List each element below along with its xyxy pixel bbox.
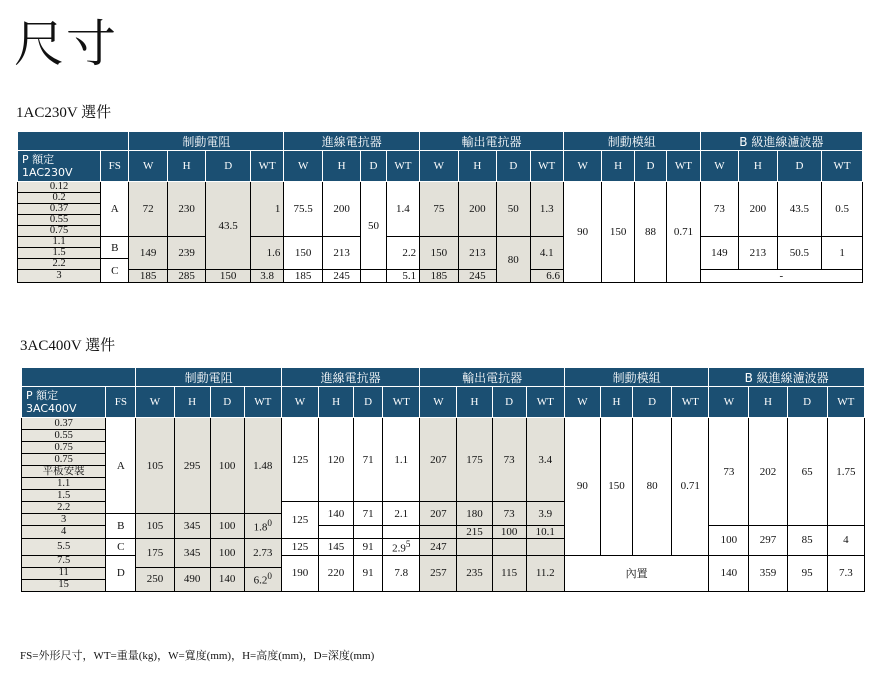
cell: 285 [167,270,205,283]
cell: 1.6 [250,237,283,270]
col-wt: WT [250,151,283,182]
cell: 150 [420,237,458,270]
kw-cell: 1.5 [22,490,106,502]
cell: 43.5 [206,182,251,270]
col-w: W [700,151,738,182]
cell [319,526,354,539]
cell: 1.3 [530,182,563,237]
cell [383,526,420,539]
group-line-reactor: 進線電抗器 [284,132,420,151]
cell: 345 [174,539,210,568]
cell: 105 [136,418,174,514]
col-h: H [174,387,210,418]
fs-cell: C [106,539,136,556]
col-wt: WT [526,387,564,418]
cell: 43.5 [777,182,822,237]
cell: 140 [709,555,749,591]
group-braking-module: 制動模組 [564,368,709,387]
cell [492,539,526,556]
kw-cell: 3 [18,270,101,283]
kw-cell: 0.37 [22,418,106,430]
cell: 4.1 [530,237,563,270]
cell: 125 [281,502,318,539]
cell: 149 [129,237,167,270]
fs-header: FS [101,151,129,182]
group-output-reactor: 輸出電抗器 [420,368,564,387]
kw-cell: 0.75 [22,454,106,466]
kw-cell: 平板安裝 [22,466,106,478]
col-d: D [492,387,526,418]
cell: 72 [129,182,167,237]
kw-cell: 0.75 [22,442,106,454]
cell: 200 [322,182,360,237]
cell: 213 [739,237,777,270]
cell: 100 [210,539,244,568]
cell: 50.5 [777,237,822,270]
cell: 125 [281,539,318,556]
cell: 2.1 [383,502,420,526]
cell: 0.71 [667,182,700,283]
kw-cell: 4 [22,526,106,539]
cell: 75.5 [284,182,322,237]
col-wt: WT [386,151,419,182]
cell: 11.2 [526,555,564,591]
cell: 90 [564,418,600,556]
cell: 185 [129,270,167,283]
cell: 295 [174,418,210,514]
cell: 150 [600,418,632,556]
page-title: 尺寸 [14,15,118,73]
cell: 215 [457,526,492,539]
group-output-reactor: 輸出電抗器 [420,132,564,151]
col-wt: WT [672,387,709,418]
col-w: W [129,151,167,182]
cell: 297 [749,526,787,556]
cell: 185 [420,270,458,283]
cell: 115 [492,555,526,591]
cell: 175 [136,539,174,568]
cell: 140 [210,567,244,591]
col-d: D [210,387,244,418]
cell: 150 [206,270,251,283]
table-3ac400v-options [21,367,865,592]
sub-header-row [18,151,863,182]
cell: 150 [284,237,322,270]
cell: 2.73 [244,539,281,568]
col-d: D [777,151,822,182]
cell [457,539,492,556]
col-h: H [458,151,496,182]
cell: 91 [354,555,383,591]
col-d: D [497,151,530,182]
table-row [18,237,863,248]
cell: 185 [284,270,322,283]
col-w: W [563,151,601,182]
cell: 100 [210,514,244,539]
kw-cell: 15 [22,579,106,591]
cell: - [700,270,862,283]
col-wt: WT [244,387,281,418]
cell: 73 [709,418,749,526]
cell: 1.75 [827,418,864,526]
col-wt: WT [530,151,563,182]
cell: $2.9^5$ [383,539,420,556]
col-w: W [420,387,457,418]
cell: 6.6 [530,270,563,283]
col-w: W [420,151,458,182]
fs-header: FS [106,387,136,418]
p-rated-header: P 額定 1AC230V [18,151,101,182]
group-line-reactor: 進線電抗器 [281,368,419,387]
kw-cell: 0.75 [18,226,101,237]
cell: 1.1 [383,418,420,502]
cell: 5.1 [386,270,419,283]
cell: 10.1 [526,526,564,539]
fs-cell: B [106,514,136,539]
col-d: D [361,151,386,182]
cell: 80 [497,237,530,283]
col-h: H [602,151,634,182]
col-h: H [322,151,360,182]
col-h: H [749,387,787,418]
cell: 230 [167,182,205,237]
kw-cell: 0.55 [18,215,101,226]
cell: 245 [322,270,360,283]
cell: 71 [354,418,383,502]
cell: 180 [457,502,492,526]
cell: 140 [319,502,354,526]
cell: 105 [136,514,174,539]
col-wt: WT [383,387,420,418]
cell: 120 [319,418,354,502]
cell: 1 [250,182,283,237]
cell: 1 [822,237,863,270]
cell: 200 [739,182,777,237]
kw-cell: 1.1 [22,478,106,490]
kw-cell: 0.2 [18,193,101,204]
table-row [18,270,863,283]
cell: 3.4 [526,418,564,502]
footnote-legend: FS=外形尺寸，WT=重量(kg)，W=寬度(mm)，H=高度(mm)，D=深度(mm) [20,650,375,662]
col-w: W [281,387,318,418]
cell: 359 [749,555,787,591]
section-title-3ac400v: 3AC400V 選件 [20,338,116,354]
fs-cell: B [101,237,129,259]
p-rated-header: P 額定 3AC400V [22,387,106,418]
cell: 247 [420,539,457,556]
kw-cell: 2.2 [22,502,106,514]
cell: 100 [210,418,244,514]
section-title-1ac230v: 1AC230V 選件 [16,105,112,121]
cell: 50 [361,182,386,270]
spec-table-3ac400v [21,367,865,592]
cell [361,270,386,283]
cell: 213 [458,237,496,270]
cell: 71 [354,502,383,526]
cell: 213 [322,237,360,270]
cell: 65 [787,418,827,526]
cell: 50 [497,182,530,237]
cell: 73 [492,418,526,502]
kw-cell: 11 [22,567,106,579]
kw-cell: 3 [22,514,106,526]
cell: 150 [602,182,634,283]
table-1ac230v-options [17,131,863,283]
header-blank [18,132,129,151]
cell: 100 [709,526,749,556]
cell [526,539,564,556]
cell: 239 [167,237,205,270]
col-wt: WT [822,151,863,182]
col-d: D [354,387,383,418]
cell: 1.48 [244,418,281,514]
cell: 7.8 [383,555,420,591]
table-row [22,418,865,430]
cell: 75 [420,182,458,237]
cell: 7.3 [827,555,864,591]
spec-table-1ac230v [17,131,863,283]
cell: 90 [563,182,601,283]
fs-cell: C [101,259,129,283]
cell: 125 [281,418,318,502]
kw-cell: 7.5 [22,555,106,567]
cell [354,526,383,539]
kw-cell: 5.5 [22,539,106,556]
fs-cell: A [101,182,129,237]
table-row [18,182,863,193]
cell: 1.4 [386,182,419,237]
kw-cell: 1.1 [18,237,101,248]
cell: 3.8 [250,270,283,283]
cell: 175 [457,418,492,502]
cell: 145 [319,539,354,556]
col-h: H [167,151,205,182]
cell: 88 [634,182,666,283]
col-h: H [600,387,632,418]
fs-cell: A [106,418,136,514]
cell: 345 [174,514,210,539]
braking-module-builtin: 內置 [564,555,709,591]
col-h: H [739,151,777,182]
header-blank [22,368,136,387]
cell: 149 [700,237,738,270]
cell: 95 [787,555,827,591]
group-braking-resistor: 制動電阻 [136,368,282,387]
cell: 190 [281,555,318,591]
col-w: W [136,387,174,418]
cell: 91 [354,539,383,556]
cell: $6.2^0$ [244,567,281,591]
cell: 202 [749,418,787,526]
cell: 3.9 [526,502,564,526]
kw-cell: 0.37 [18,204,101,215]
cell: 200 [458,182,496,237]
col-w: W [284,151,322,182]
group-header-row [22,368,865,387]
cell: 207 [420,502,457,526]
kw-cell: 0.55 [22,430,106,442]
col-h: H [457,387,492,418]
col-w: W [709,387,749,418]
group-braking-resistor: 制動電阻 [129,132,284,151]
cell: 85 [787,526,827,556]
col-w: W [564,387,600,418]
cell: 250 [136,567,174,591]
kw-cell: 2.2 [18,259,101,270]
col-d: D [634,151,666,182]
col-d: D [206,151,251,182]
col-wt: WT [827,387,864,418]
cell: 245 [458,270,496,283]
kw-cell: 0.12 [18,182,101,193]
group-class-b-filter: B 級進線濾波器 [709,368,865,387]
sub-header-row [22,387,865,418]
kw-cell: 1.5 [18,248,101,259]
cell: 0.71 [672,418,709,556]
cell: 0.5 [822,182,863,237]
col-h: H [319,387,354,418]
col-wt: WT [667,151,700,182]
cell: 235 [457,555,492,591]
fs-cell: D [106,555,136,591]
cell: $1.8^0$ [244,514,281,539]
cell: 73 [492,502,526,526]
cell [420,526,457,539]
group-braking-module: 制動模組 [563,132,700,151]
cell: 207 [420,418,457,502]
group-class-b-filter: B 級進線濾波器 [700,132,862,151]
cell: 257 [420,555,457,591]
cell: 100 [492,526,526,539]
cell: 80 [633,418,672,556]
cell: 2.2 [386,237,419,270]
col-d: D [633,387,672,418]
cell: 73 [700,182,738,237]
cell: 490 [174,567,210,591]
cell: 220 [319,555,354,591]
group-header-row [18,132,863,151]
cell: 4 [827,526,864,556]
col-d: D [787,387,827,418]
